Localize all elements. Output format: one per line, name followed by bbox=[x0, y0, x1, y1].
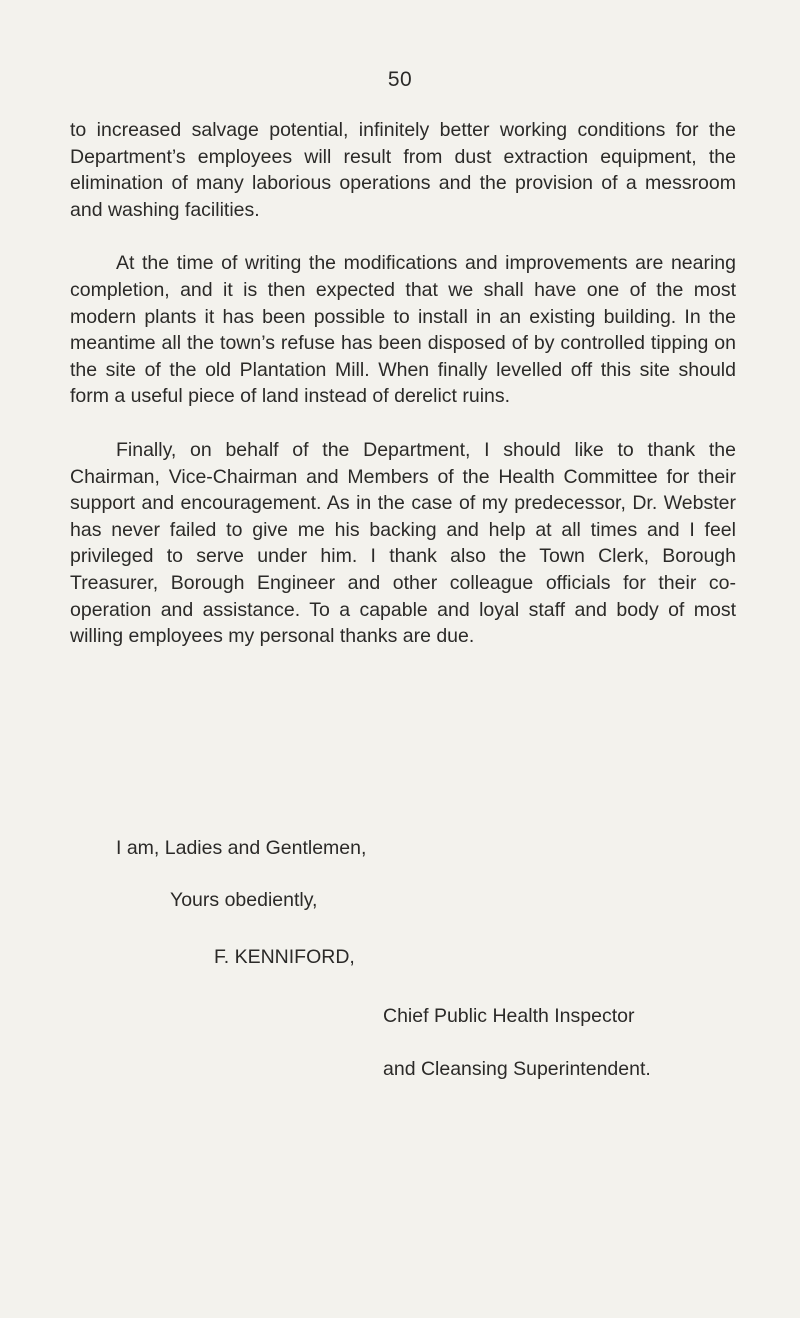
paragraph-modifications: At the time of writing the modifications and improvements are nearing completion, and it is then expected that we shall have one of the most modern plants it has been possible to install in an existing building. In the meantime all the town’s refuse has been disposed of by controlled tipping on the site of the old Plantation Mill. When finally levelled off this site should form a useful piece of land instead of derelict ruins. bbox=[70, 252, 736, 408]
page-number: 50 bbox=[387, 68, 413, 91]
report-body bbox=[70, 117, 736, 677]
paragraph-acknowledgements: Finally, on behalf of the Department, I should like to thank the Chairman, Vice-Chairman and Members of the Health Committee for their support and encouragement. As in the case of my predecessor, Dr. Webster has never failed to give me his backing and help at all times and I feel privileged to serve under him. I thank also the Town Clerk, Borough Treasurer, Borough Engineer and other colleague officials for their co-operation and assistance. To a capable and loyal staff and body of most willing employees my personal thanks are due. bbox=[70, 438, 736, 648]
signatory-name: F. KENNIFORD, bbox=[214, 946, 355, 968]
closing-salutation: I am, Ladies and Gentlemen, bbox=[116, 837, 367, 859]
signatory-title-line-1: Chief Public Health Inspector bbox=[383, 1005, 635, 1027]
signatory-title-line-2: and Cleansing Superintendent. bbox=[383, 1058, 651, 1080]
closing-valediction: Yours obediently, bbox=[170, 889, 318, 911]
paragraph-continued: to increased salvage potential, infinitely better working conditions for the Department’s employees will result from dust extraction equipment, the elimination of many laborious operations and the provision of a messroom and washing facilities. bbox=[70, 119, 736, 221]
